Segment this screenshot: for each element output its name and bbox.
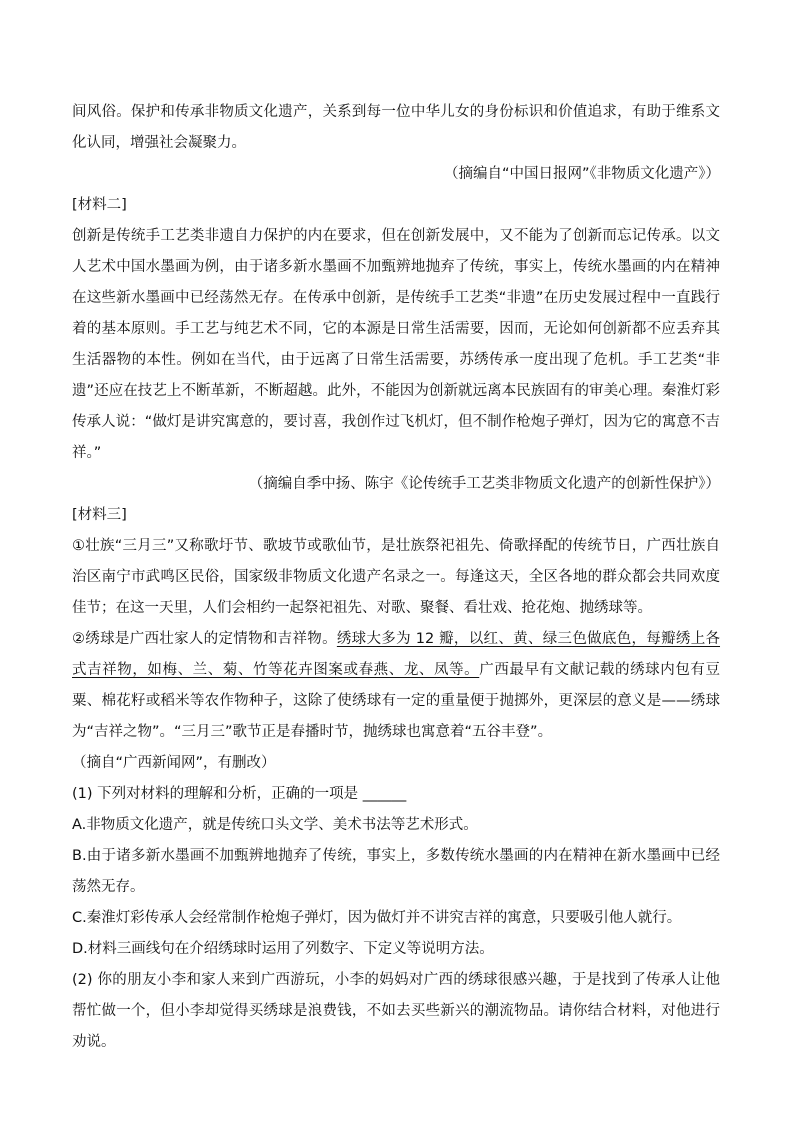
material3-source: （摘自“广西新闻网”，有删改） <box>72 755 276 771</box>
option-c: C.秦淮灯彩传承人会经常制作枪炮子弹灯，因为做灯并不讲究吉祥的寓意，只要吸引他人就行。 <box>72 910 682 926</box>
option-b: B.由于诸多新水墨画不加甄辨地抛弃了传统，事实上，多数传统水墨画的内在精神在新水墨画中已经荡然无存。 <box>72 848 720 895</box>
material1-continuation: 间风俗。保护和传承非物质文化遗产，关系到每一位中华儿女的身份标识和价值追求，有助于维系文化认同，增强社会凝聚力。 <box>72 104 720 151</box>
material2-source: （摘编自季中扬、陈宇《论传统手工艺类非物质文化遗产的创新性保护》） <box>248 476 720 492</box>
material2-heading: [材料二] <box>72 197 127 213</box>
material2-body: 创新是传统手工艺类非遗自力保护的内在要求，但在创新发展中，又不能为了创新而忘记传承。以文人艺术中国水墨画为例，由于诸多新水墨画不加甄辨地抛弃了传统，事实上，传统水墨画的内在精神在这些新水墨画中已经荡然无存。在传承中创新，是传统手工艺类“非遗”在历史发展过程中一直践行着的基本原则。手工艺与纯艺术不同，它的本源是日常生活需要，因而，无论如何创新都不应丢弃其生活器物的本性。例如在当代，由于远离了日常生活需要，苏绣传承一度出现了危机。手工艺类“非遗”还应在技艺上不断革新，不断超越。此外，不能因为创新就远离本民族固有的审美心理。秦淮灯彩传承人说：“做灯是讲究寓意的，要讨喜，我创作过飞机灯，但不制作枪炮子弹灯，因为它的寓意不吉祥。” <box>72 228 720 461</box>
option-a: A.非物质文化遗产，就是传统口头文学、美术书法等艺术形式。 <box>72 817 478 833</box>
material3-para2 <box>72 624 720 748</box>
question-1: (1) 下列对材料的理解和分析，正确的一项是 ______ <box>72 786 407 802</box>
material3-para2-end: 广西最早有文献记载的绣球内包有豆粟、棉花籽或稻米等农作物种子，这除了使绣球有一定的重量便于抛掷外，更深层的意义是——绣球为“吉祥之物”。“三月三”歌节正是春播时节，抛绣球也寓意着“五谷丰登”。 <box>72 662 720 740</box>
material1-source: （摘编自“中国日报网”《非物质文化遗产》） <box>443 166 720 182</box>
document-content <box>72 97 720 1058</box>
material3-para2-start: ②绣球是广西壮家人的定情物和吉祥物。 <box>72 631 337 647</box>
underlined-sentence: 绣球大多为 12 瓣，以红、黄、绿三色做底色，每瓣绣上各式吉祥物，如梅、兰、菊、竹等花卉图案或春燕、龙、凤等。 <box>72 631 721 678</box>
material3-heading: [材料三] <box>72 507 127 523</box>
option-d: D.材料三画线句在介绍绣球时运用了列数字、下定义等说明方法。 <box>72 941 494 957</box>
question-2: (2) 你的朋友小李和家人来到广西游玩，小李的妈妈对广西的绣球很感兴趣，于是找到了传承人让他帮忙做一个，但小李却觉得买绣球是浪费钱，不如去买些新兴的潮流物品。请你结合材料，对他进行劝说。 <box>72 972 720 1050</box>
material3-para1: ①壮族“三月三”又称歌圩节、歌坡节或歌仙节，是壮族祭祀祖先、倚歌择配的传统节日，广西壮族自治区南宁市武鸣区民俗，国家级非物质文化遗产名录之一。每逢这天，全区各地的群众都会共同欢度佳节；在这一天里，人们会相约一起祭祀祖先、对歌、聚餐、看壮戏、抢花炮、抛绣球等。 <box>72 538 720 616</box>
